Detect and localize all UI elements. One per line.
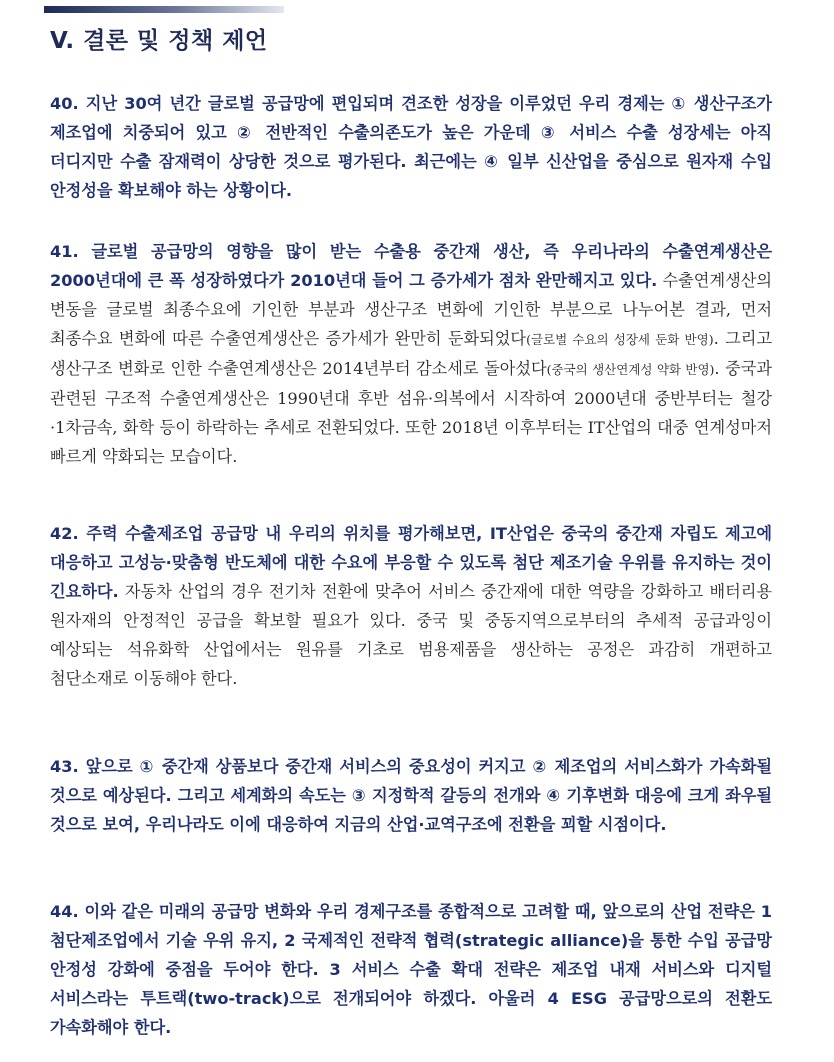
paragraph-41-bold: 41. 글로벌 공급망의 영향을 많이 받는 수출용 중간재 생산, 즉 우리나라의 수출연계생산은 2000년대에 큰 폭 성장하였다가 2010년대 들어 그 증가세가 점차 완만해지고 있다. (50, 242, 772, 290)
paragraph-43 (50, 752, 772, 839)
paragraph-41-note-1: (글로벌 수요의 성장세 둔화 반영) (526, 332, 714, 347)
paragraph-41-text-1: 수출연계생산의 변동을 글로벌 최종수요에 기인한 부분과 생산구조 변화에 기인한 부분으로 나누어본 결과, 먼저 최종수요 변화에 따른 수출연계생산은 증가세가 완만히 둔화되었다 (50, 271, 772, 348)
paragraph-44-bold: 44. 이와 같은 미래의 공급망 변화와 우리 경제구조를 종합적으로 고려할 때, 앞으로의 산업 전략은 1 첨단제조업에서 기술 우위 유지, 2 국제적인 전략적 협력(strategic alliance)을 통한 수입 공급망 안정성 강화에 중점을 두어야 한다. 3 서비스 수출 확대 전략은 제조업 내재 서비스와 디지털 서비스라는 투트랙(two-track)으로 전개되어야 하겠다. 아울러 4 ESG 공급망으로의 전환도 가속화해야 한다. (50, 902, 772, 1037)
paragraph-40 (50, 89, 772, 205)
paragraph-43-bold: 43. 앞으로 ① 중간재 상품보다 중간재 서비스의 중요성이 커지고 ② 제조업의 서비스화가 가속화될 것으로 예상된다. 그리고 세계화의 속도는 ③ 지정학적 갈등의 전개와 ④ 기후변화 대응에 크게 좌우될 것으로 보여, 우리나라도 이에 대응하여 지금의 산업·교역구조에 전환을 꾀할 시점이다. (50, 757, 772, 834)
paragraph-40-bold: 40. 지난 30여 년간 글로벌 공급망에 편입되며 견조한 성장을 이루었던 우리 경제는 ① 생산구조가 제조업에 치중되어 있고 ② 전반적인 수출의존도가 높은 가운데 ③ 서비스 수출 성장세는 아직 더디지만 수출 잠재력이 상당한 것으로 평가된다. 최근에는 ④ 일부 신산업을 중심으로 원자재 수입 안정성을 확보해야 하는 상황이다. (50, 94, 772, 200)
paragraph-41-note-2: (중국의 생산연계성 약화 반영) (546, 362, 715, 377)
header-gradient-bar (44, 6, 284, 13)
paragraph-41 (50, 237, 772, 471)
paragraph-42 (50, 519, 772, 693)
paragraph-42-bold: 42. 주력 수출제조업 공급망 내 우리의 위치를 평가해보면, IT산업은 중국의 중간재 자립도 제고에 대응하고 고성능·맞춤형 반도체에 대한 수요에 부응할 수 있도록 첨단 제조기술 우위를 유지하는 것이 긴요하다. (50, 524, 772, 601)
paragraph-44 (50, 897, 772, 1042)
section-title: V. 결론 및 정책 제언 (50, 28, 268, 54)
paragraph-41-text-2: . 그리고 생산구조 변화로 인한 수출연계생산은 2014년부터 감소세로 돌아섰다 (50, 329, 773, 378)
paragraph-42-text: 자동차 산업의 경우 전기차 전환에 맞추어 서비스 중간재에 대한 역량을 강화하고 배터리용 원자재의 안정적인 공급을 확보할 필요가 있다. 중국 및 중동지역으로부터의 추세적 공급과잉이 예상되는 석유화학 산업에서는 원유를 기초로 범용제품을 생산하는 공정은 과감히 개편하고 첨단소재로 이동해야 한다. (50, 582, 772, 688)
paragraph-41-text-3: . 중국과 관련된 구조적 수출연계생산은 1990년대 후반 섬유·의복에서 시작하여 2000년대 중반부터는 철강·1차금속, 화학 등이 하락하는 추세로 전환되었다. 또한 2018년 이후부터는 IT산업의 대중 연계성마저 빠르게 약화되는 모습이다. (50, 359, 773, 466)
